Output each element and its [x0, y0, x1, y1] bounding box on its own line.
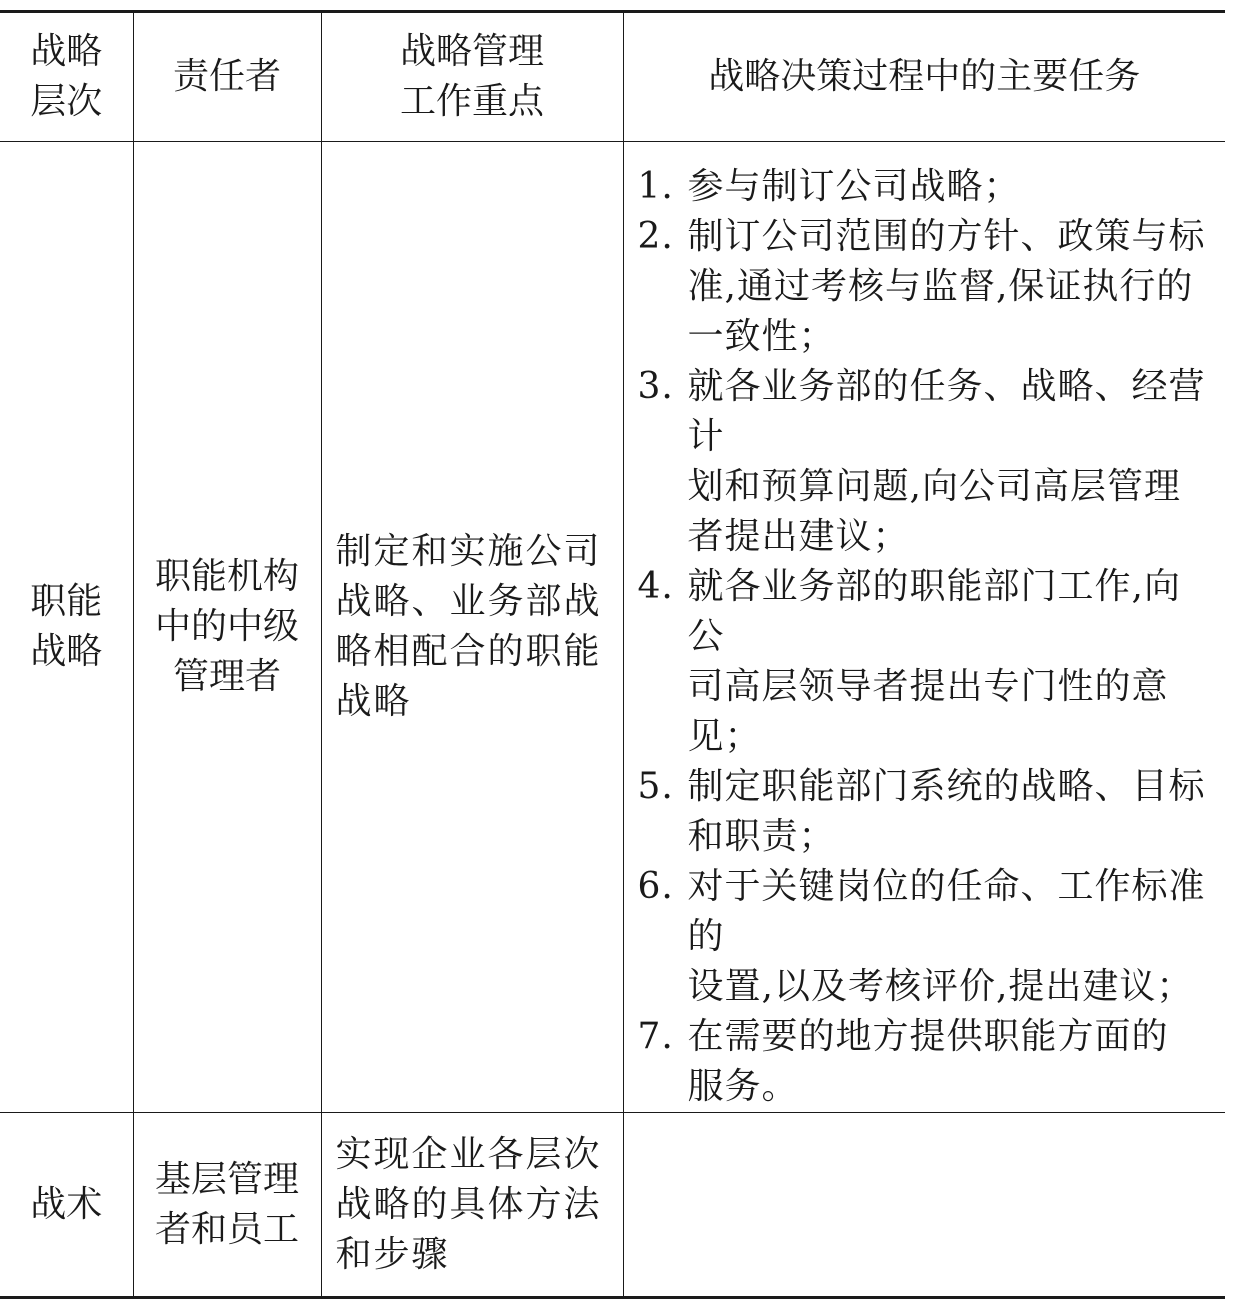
list-item	[638, 562, 1216, 762]
cell-line: 实现企业各层次	[335, 1133, 602, 1175]
cell-line: 战略	[30, 631, 103, 672]
cell-line: 职能机构	[154, 556, 299, 597]
list-item-number: 6.	[637, 866, 674, 907]
cell-line: 职能	[30, 581, 103, 622]
list-item-line: 参与制订公司战略；	[687, 166, 1021, 207]
list-item-line: 就各业务部的职能部门工作,向公	[687, 566, 1181, 657]
list-item-number: 1.	[637, 166, 674, 207]
header-row	[0, 12, 1225, 142]
table-row-functional-strategy	[0, 142, 1225, 1113]
cell-line: 略相配合的职能	[335, 631, 602, 672]
list-item-text	[688, 212, 1216, 362]
list-item-line: 在需要的地方提供职能方面的	[687, 1016, 1169, 1057]
cell-owner	[133, 142, 321, 1113]
cell-line: 战略	[335, 681, 412, 722]
cell-line: 基层管理	[154, 1158, 299, 1200]
cell-management-focus	[321, 142, 623, 1113]
task-list	[638, 162, 1216, 1112]
list-item-text	[688, 362, 1216, 562]
header-strategy-level-line: 层次	[30, 81, 103, 122]
list-item-number: 7.	[637, 1016, 674, 1057]
header-management-focus	[321, 12, 623, 142]
list-item-line: 划和预算问题,向公司高层管理	[687, 466, 1181, 507]
list-item-line: 就各业务部的任务、战略、经营计	[687, 366, 1206, 457]
list-item	[638, 762, 1216, 862]
list-item-text	[688, 562, 1216, 762]
cell-owner	[133, 1113, 321, 1298]
cell-main-tasks	[623, 142, 1225, 1113]
cell-line: 管理者	[172, 656, 281, 697]
list-item-number: 5.	[637, 766, 674, 807]
list-item-line: 制定职能部门系统的战略、目标	[687, 766, 1206, 807]
header-strategy-level	[0, 12, 133, 142]
header-strategy-level-line: 战略	[30, 31, 103, 72]
list-item-line: 司高层领导者提出专门性的意见；	[687, 666, 1169, 757]
list-item	[638, 1012, 1216, 1112]
cell-line: 者和员工	[154, 1208, 299, 1250]
cell-strategy-level	[0, 1113, 133, 1298]
cell-management-focus	[321, 1113, 623, 1298]
list-item-line: 设置,以及考核评价,提出建议；	[687, 966, 1194, 1007]
list-item-text	[688, 162, 1216, 212]
list-item	[638, 162, 1216, 212]
header-management-focus-line: 工作重点	[399, 81, 544, 122]
cell-line: 中的中级	[154, 606, 299, 647]
list-item-text	[688, 762, 1216, 862]
strategy-levels-table	[0, 10, 1225, 1299]
header-main-tasks	[623, 12, 1225, 142]
cell-line: 战术	[30, 1183, 103, 1225]
header-owner-line: 责任者	[172, 56, 281, 97]
cell-line: 制定和实施公司	[335, 531, 602, 572]
header-main-tasks-line: 战略决策过程中的主要任务	[708, 56, 1141, 97]
list-item-number: 4.	[637, 566, 674, 607]
table-row-tactics	[0, 1113, 1225, 1298]
cell-line: 战略的具体方法	[335, 1183, 602, 1225]
list-item-text	[688, 862, 1216, 1012]
list-item-number: 3.	[637, 366, 674, 407]
header-management-focus-line: 战略管理	[399, 31, 544, 72]
list-item-line: 一致性；	[687, 316, 836, 357]
list-item	[638, 212, 1216, 362]
list-item	[638, 362, 1216, 562]
cell-main-tasks-empty	[623, 1113, 1225, 1298]
list-item-line: 对于关键岗位的任命、工作标准的	[687, 866, 1206, 957]
list-item	[638, 862, 1216, 1012]
list-item-line: 者提出建议；	[687, 516, 910, 557]
cell-line: 战略、业务部战	[335, 581, 602, 622]
list-item-text	[688, 1012, 1216, 1112]
cell-line: 和步骤	[335, 1233, 450, 1275]
list-item-line: 服务。	[687, 1066, 799, 1107]
cell-strategy-level	[0, 142, 133, 1113]
list-item-number: 2.	[637, 216, 674, 257]
list-item-line: 和职责；	[687, 816, 836, 857]
header-owner	[133, 12, 321, 142]
list-item-line: 制订公司范围的方针、政策与标	[687, 216, 1206, 257]
list-item-line: 准,通过考核与监督,保证执行的	[687, 266, 1194, 307]
